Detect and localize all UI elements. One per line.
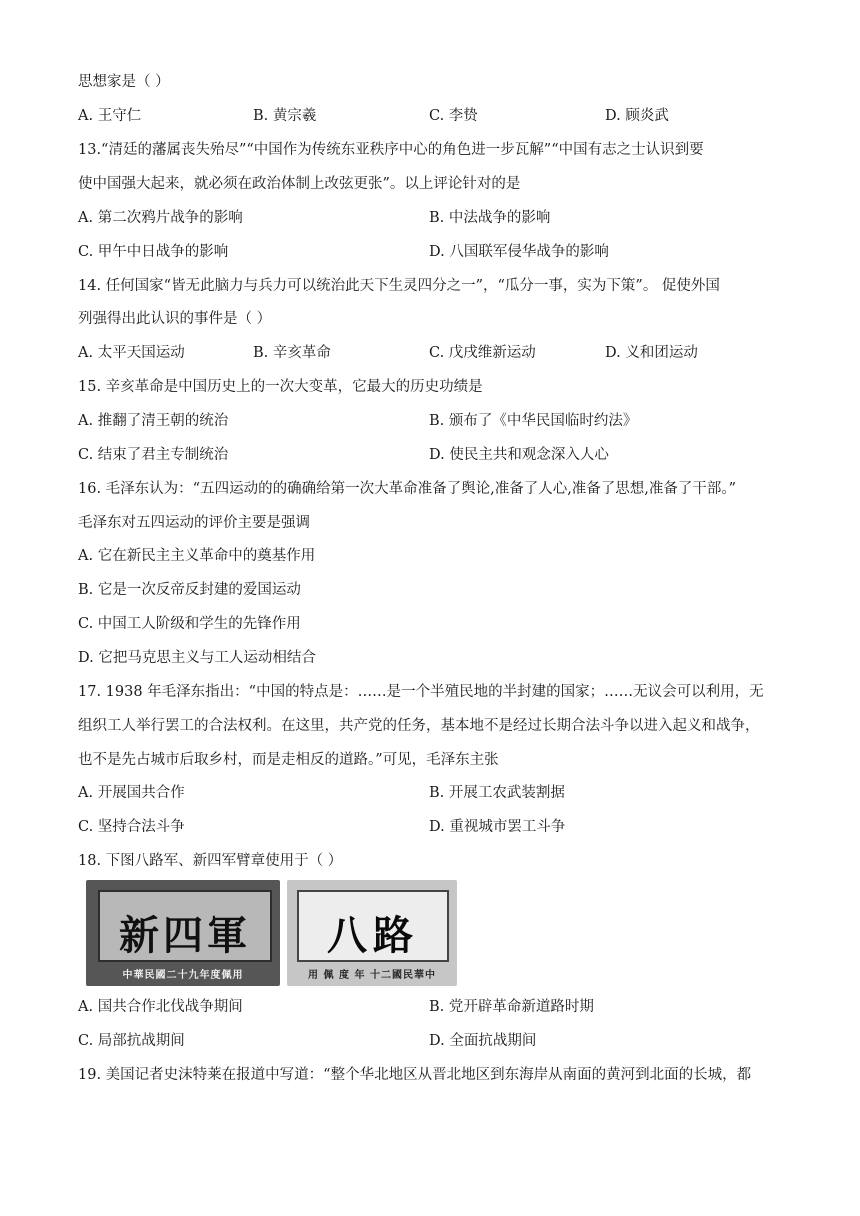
armband-title-eighth-route-army: 八路: [327, 912, 419, 959]
q13-option-d: D. 八国联军侵华战争的影响: [429, 244, 609, 260]
q14-option-d: D. 义和团运动: [605, 345, 698, 361]
q13-stem-line2: 使中国强大起来，就必须在政治体制上改弦更张”。以上评论针对的是: [78, 176, 521, 192]
armband-inner-panel: [297, 890, 449, 962]
q13-stem-line1: 13.“清廷的藩属丧失殆尽”“中国作为传统东亚秩序中心的角色进一步瓦解”“中国有志之士认识到要: [78, 142, 704, 158]
q16-option-d: D. 它把马克思主义与工人运动相结合: [78, 650, 316, 666]
armband-title-new-fourth-army: 新四軍: [119, 912, 251, 959]
q14-stem-line1: 14. 任何国家“皆无此脑力与兵力可以统治此天下生灵四分之一”，“瓜分一事，实为下策”。 促使外国: [78, 278, 720, 294]
q15-option-c: C. 结束了君主专制统治: [78, 447, 229, 463]
q18-option-b: B. 党开辟革命新道路时期: [429, 999, 594, 1015]
q18-option-c: C. 局部抗战期间: [78, 1033, 185, 1049]
q16-option-a: A. 它在新民主主义革命中的奠基作用: [78, 548, 316, 564]
eighth-route-army-armband-image: [287, 880, 457, 986]
q18-option-a: A. 国共合作北伐战争期间: [78, 999, 243, 1015]
q14-option-a: A. 太平天国运动: [78, 345, 185, 361]
q15-option-a: A. 推翻了清王朝的统治: [78, 413, 229, 429]
q12-option-d: D. 顾炎武: [605, 108, 669, 124]
q14-option-b: B. 辛亥革命: [253, 345, 331, 361]
q17-option-d: D. 重视城市罢工斗争: [429, 819, 566, 835]
q13-option-a: A. 第二次鸦片战争的影响: [78, 210, 243, 226]
armband-inner-panel: [98, 890, 272, 962]
q17-stem-line1: 17. 1938 年毛泽东指出：“中国的特点是：……是一个半殖民地的半封建的国家；……无议会可以利用，无: [78, 684, 764, 700]
q18-stem-line1: 18. 下图八路军、新四军臂章使用于（ ）: [78, 853, 343, 869]
q14-option-c: C. 戊戌维新运动: [429, 345, 536, 361]
q12-option-c: C. 李贽: [429, 108, 478, 124]
q16-option-b: B. 它是一次反帝反封建的爱国运动: [78, 582, 301, 598]
q14-stem-line2: 列强得出此认识的事件是（ ）: [78, 311, 272, 327]
q16-stem-line1: 16. 毛泽东认为：“五四运动的的确确给第一次大革命准备了舆论,准备了人心,准备了思想,准备了干部。”: [78, 481, 737, 497]
q15-option-b: B. 颁布了《中华民国临时约法》: [429, 413, 638, 429]
q12-stem: 思想家是（ ）: [78, 74, 170, 90]
q15-stem-line1: 15. 辛亥革命是中国历史上的一次大变革，它最大的历史功绩是: [78, 379, 483, 395]
q18-option-d: D. 全面抗战期间: [429, 1033, 537, 1049]
q16-option-c: C. 中国工人阶级和学生的先锋作用: [78, 616, 301, 632]
q17-option-a: A. 开展国共合作: [78, 785, 185, 801]
q13-option-c: C. 甲午中日战争的影响: [78, 244, 229, 260]
q17-stem-line3: 也不是先占城市后取乡村，而是走相反的道路。”可见，毛泽东主张: [78, 752, 499, 768]
q17-option-c: C. 坚持合法斗争: [78, 819, 185, 835]
q19-stem-line1: 19. 美国记者史沫特莱在报道中写道：“整个华北地区从晋北地区到东海岸从南面的黄河到北面的长城，都: [78, 1067, 752, 1083]
armband-caption-new-fourth-army: 中華民國二十九年度佩用: [122, 970, 244, 981]
q15-option-d: D. 使民主共和观念深入人心: [429, 447, 609, 463]
q17-option-b: B. 开展工农武装割据: [429, 785, 565, 801]
armband-caption-eighth-route-army: 用 佩 度 年 十二國民華中: [308, 970, 436, 981]
q12-option-b: B. 黄宗羲: [253, 108, 317, 124]
q17-stem-line2: 组织工人举行罢工的合法权利。在这里，共产党的任务，基本地不是经过长期合法斗争以进入起义和战争，: [78, 718, 760, 734]
q12-option-a: A. 王守仁: [78, 108, 142, 124]
q16-stem-line2: 毛泽东对五四运动的评价主要是强调: [78, 515, 310, 531]
new-fourth-army-armband-image: [86, 880, 280, 986]
q13-option-b: B. 中法战争的影响: [429, 210, 551, 226]
